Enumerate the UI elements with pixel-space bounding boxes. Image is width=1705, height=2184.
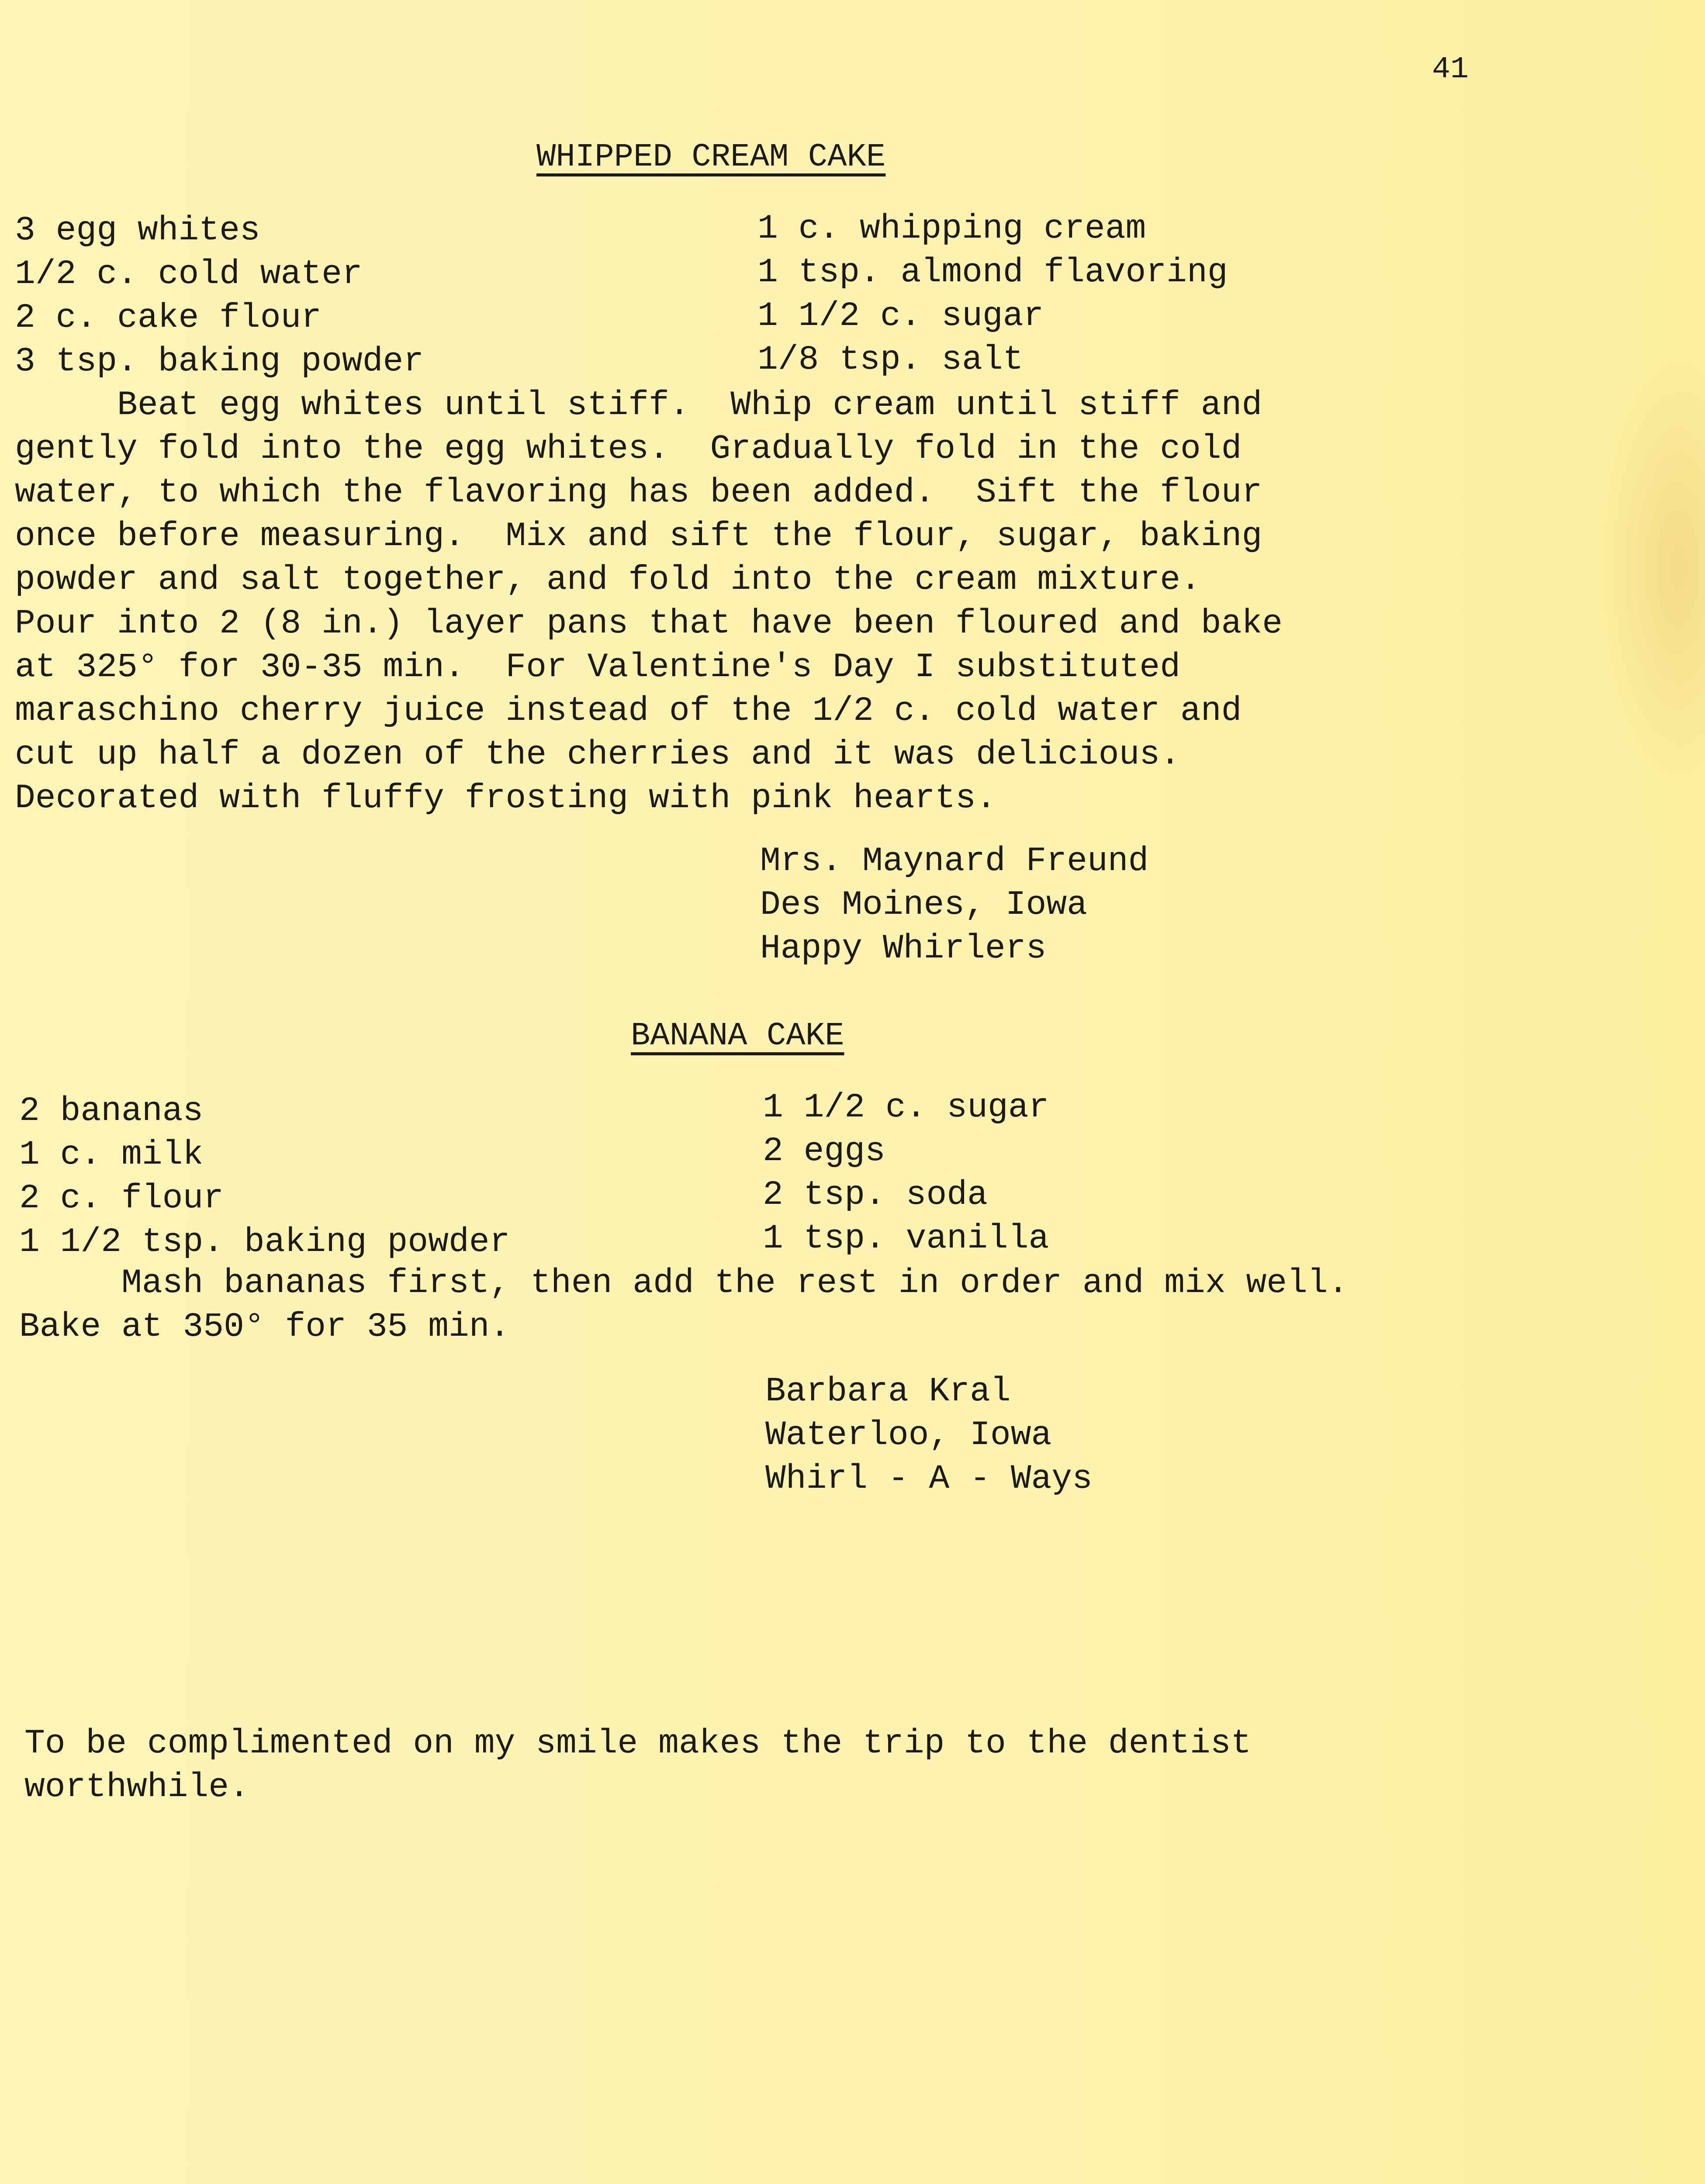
ingredient: 2 c. flour <box>19 1179 224 1218</box>
ingredient: 1 1/2 c. sugar <box>763 1089 1049 1127</box>
quote-line: To be complimented on my smile makes the trip to the dentist <box>24 1724 1252 1763</box>
credit-location: Des Moines, Iowa <box>760 886 1087 924</box>
direction-line: cut up half a dozen of the cherries and it was delicious. <box>15 736 1181 774</box>
ingredient: 2 eggs <box>763 1132 885 1171</box>
direction-line: Pour into 2 (8 in.) layer pans that have been floured and bake <box>15 605 1283 643</box>
credit-club: Happy Whirlers <box>760 930 1047 968</box>
direction-line: powder and salt together, and fold into the cream mixture. <box>15 561 1201 599</box>
page-number: 41 <box>1432 52 1469 87</box>
recipe-title-banana-cake: BANANA CAKE <box>631 1018 844 1054</box>
direction-line: gently fold into the egg whites. Gradually fold in the cold <box>15 430 1242 468</box>
credit-location: Waterloo, Iowa <box>765 1416 1052 1455</box>
ingredient: 2 bananas <box>19 1092 204 1130</box>
credit-club: Whirl - A - Ways <box>765 1460 1093 1498</box>
ingredient: 1 c. whipping cream <box>757 210 1146 248</box>
direction-line: once before measuring. Mix and sift the flour, sugar, baking <box>15 517 1262 556</box>
credit-name: Barbara Kral <box>765 1372 1011 1411</box>
ingredient: 3 tsp. baking powder <box>15 342 424 381</box>
ingredient: 1/2 c. cold water <box>15 255 363 294</box>
direction-line: water, to which the flavoring has been added. Sift the flour <box>15 473 1262 512</box>
ingredient: 1 tsp. vanilla <box>763 1220 1049 1258</box>
ingredient: 1/8 tsp. salt <box>757 341 1024 379</box>
credit-name: Mrs. Maynard Freund <box>760 842 1149 881</box>
ingredient: 1 1/2 tsp. baking powder <box>19 1223 510 1261</box>
direction-line: Beat egg whites until stiff. Whip cream until stiff and <box>15 386 1262 425</box>
ingredient: 2 tsp. soda <box>763 1176 988 1214</box>
ingredient: 1 c. milk <box>19 1136 204 1174</box>
direction-line: Decorated with fluffy frosting with pink hearts. <box>15 779 996 818</box>
ingredient: 1 tsp. almond flavoring <box>757 253 1228 292</box>
direction-line: at 325° for 30-35 min. For Valentine's Day I substituted <box>15 648 1181 687</box>
direction-line: maraschino cherry juice instead of the 1/2 c. cold water and <box>15 692 1242 730</box>
quote-line: worthwhile. <box>24 1768 249 1807</box>
direction-line: Bake at 350° for 35 min. <box>19 1308 510 1346</box>
recipe-title-whipped-cream-cake: WHIPPED CREAM CAKE <box>536 139 886 176</box>
ingredient: 3 egg whites <box>15 211 260 250</box>
ingredient: 1 1/2 c. sugar <box>757 297 1044 335</box>
ingredient: 2 c. cake flour <box>15 299 322 337</box>
direction-line: Mash bananas first, then add the rest in order and mix well. <box>19 1264 1349 1303</box>
